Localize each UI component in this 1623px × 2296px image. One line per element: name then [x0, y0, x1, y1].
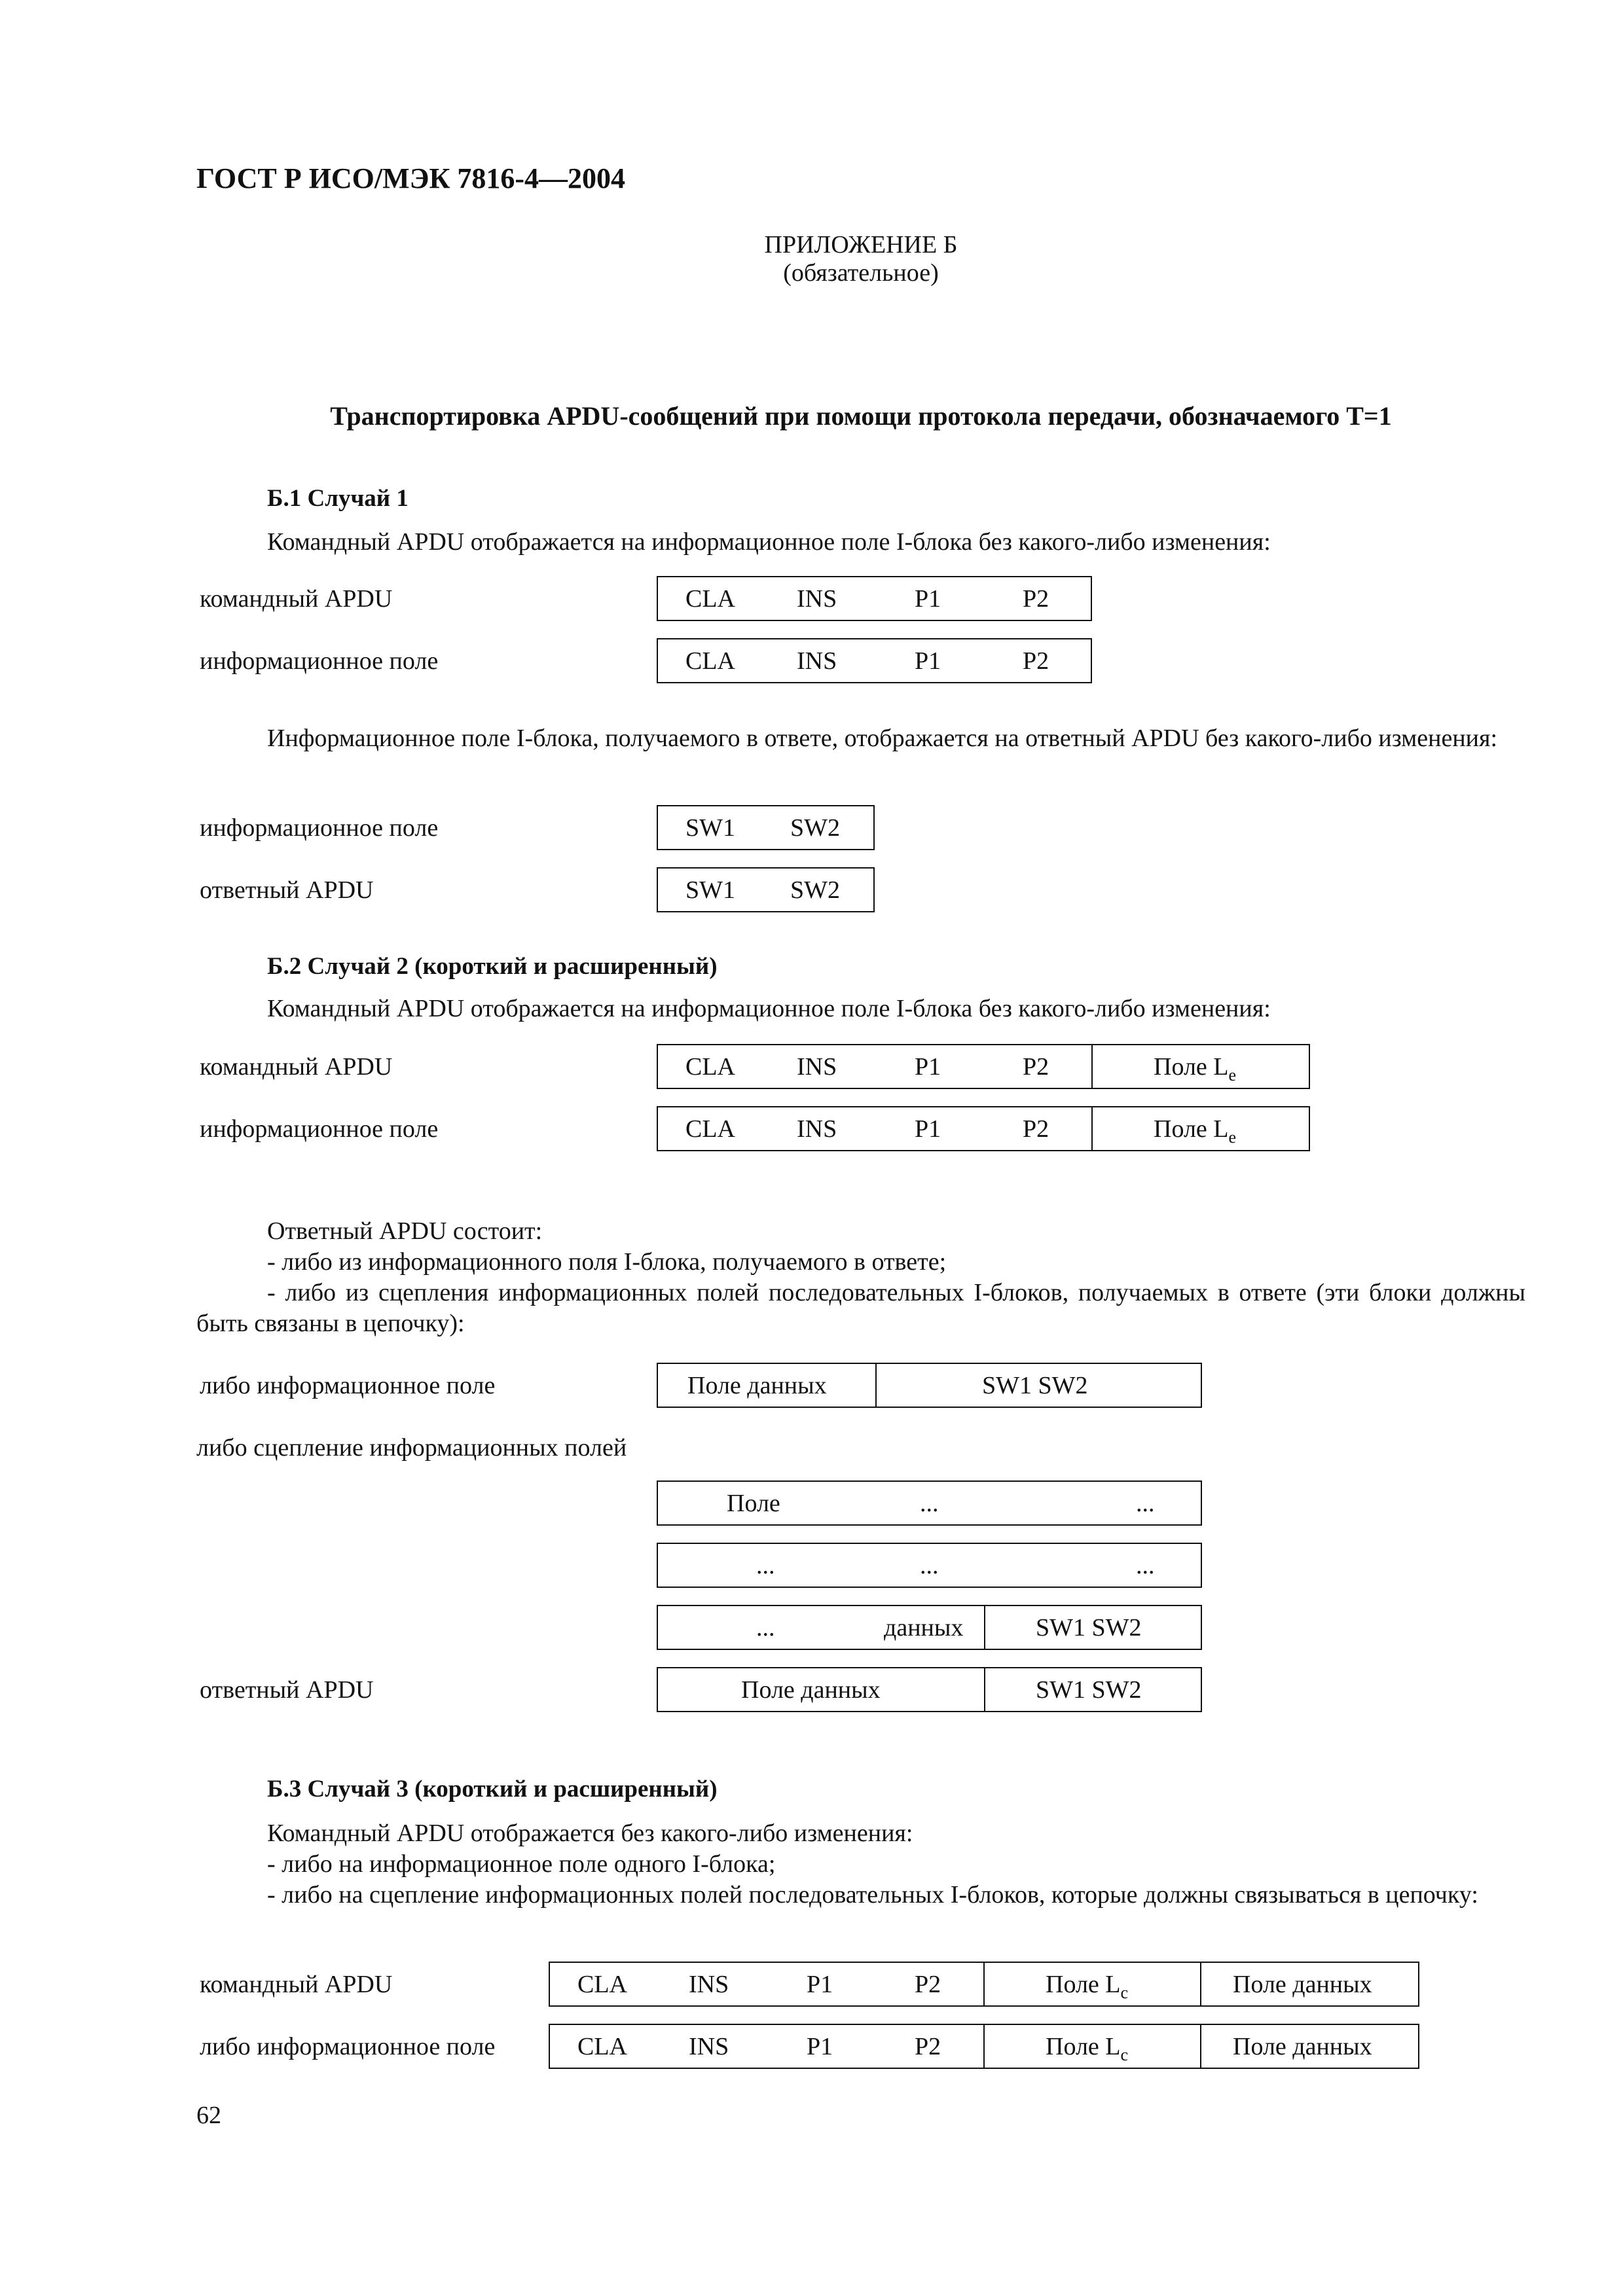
- cell-ins: INS: [797, 647, 837, 675]
- cell-divider: [1200, 2025, 1201, 2068]
- cell-sw12: SW1 SW2: [982, 1372, 1088, 1399]
- cell-p1: P1: [915, 1115, 941, 1143]
- b2-either-label: либо информационное поле: [200, 1372, 496, 1399]
- cell-chain-data: данных: [884, 1614, 964, 1641]
- section-b3-intro: Командный APDU отображается без какого-либо изменения:: [267, 1820, 913, 1847]
- cell-ellipsis: ...: [756, 1614, 775, 1641]
- cell-data-field: Поле данных: [687, 1372, 827, 1399]
- section-b2-intro: Командный APDU отображается на информационное поле I-блока без какого-либо изменения:: [267, 995, 1271, 1022]
- cell-ins: INS: [797, 1053, 837, 1081]
- cell-sw1: SW1: [685, 814, 735, 842]
- cell-divider: [1091, 1107, 1093, 1150]
- b2-command-box: [657, 1044, 1310, 1089]
- b1-sw-response-box: [657, 867, 875, 912]
- cell-p1: P1: [915, 1053, 941, 1081]
- cell-cla: CLA: [685, 647, 735, 675]
- section-b3-item-2: - либо на сцепление информационных полей последовательных I-блоков, которые должны связываться в цепочку:: [267, 1881, 1478, 1909]
- cell-ins: INS: [689, 2033, 729, 2060]
- document-header: ГОСТ Р ИСО/МЭК 7816-4—2004: [196, 162, 626, 194]
- cell-data-field: Поле данных: [741, 1676, 881, 1704]
- appendix-title: ПРИЛОЖЕНИЕ Б: [764, 231, 958, 259]
- section-b1-heading: Б.1 Случай 1: [267, 485, 409, 512]
- cell-divider: [1091, 1045, 1093, 1088]
- cell-ins: INS: [797, 585, 837, 613]
- b2-chain-label: либо сцепление информационных полей: [196, 1434, 627, 1462]
- cell-ellipsis: ...: [1136, 1490, 1155, 1517]
- b2-chain-box-1: [657, 1480, 1202, 1526]
- cell-chain-pole: Поле: [727, 1490, 780, 1517]
- cell-divider: [983, 1963, 985, 2005]
- cell-cla: CLA: [685, 585, 735, 613]
- cell-le-field: Поле $L_e$: [1154, 1115, 1237, 1147]
- b2-chain-box-2: [657, 1543, 1202, 1588]
- cell-lc-field: Поле $L_c$: [1046, 1971, 1129, 2002]
- cell-cla: CLA: [577, 1971, 627, 1998]
- b3-info-box: [549, 2024, 1419, 2069]
- appendix-note: (обязательное): [783, 259, 939, 287]
- b1-sw-info-box: [657, 805, 875, 850]
- b3-command-label: командный APDU: [200, 1971, 393, 1998]
- cell-divider: [875, 1364, 877, 1407]
- cell-ins: INS: [689, 1971, 729, 1998]
- cell-lc-field: Поле $L_c$: [1046, 2033, 1129, 2064]
- b2-command-label: командный APDU: [200, 1053, 393, 1081]
- cell-divider: [1200, 1963, 1201, 2005]
- cell-p2: P2: [915, 1971, 941, 1998]
- cell-sw2: SW2: [790, 814, 840, 842]
- b2-response-label: ответный APDU: [200, 1676, 374, 1704]
- b3-command-box: [549, 1962, 1419, 2007]
- section-b1-intro: Командный APDU отображается на информационное поле I-блока без какого-либо изменения:: [267, 528, 1271, 556]
- section-b3-item-1: - либо на информационное поле одного I-блока;: [267, 1850, 776, 1878]
- cell-ellipsis: ...: [1136, 1552, 1155, 1579]
- cell-p1: P1: [915, 585, 941, 613]
- cell-le-field: Поле $L_e$: [1154, 1053, 1237, 1085]
- cell-sw1: SW1: [685, 876, 735, 904]
- cell-cla: CLA: [577, 2033, 627, 2060]
- cell-p1: P1: [807, 1971, 833, 1998]
- cell-p2: P2: [1023, 1053, 1049, 1081]
- cell-p1: P1: [915, 647, 941, 675]
- section-b2-heading: Б.2 Случай 2 (короткий и расширенный): [267, 953, 718, 980]
- b1-response-label: ответный APDU: [200, 876, 374, 904]
- section-b3-heading: Б.3 Случай 3 (короткий и расширенный): [267, 1776, 718, 1803]
- b1-command-label: командный APDU: [200, 585, 393, 613]
- b2-chain-box-3: [657, 1605, 1202, 1650]
- cell-ellipsis: ...: [920, 1552, 939, 1579]
- cell-divider: [984, 1606, 985, 1649]
- b2-response-box: [657, 1667, 1202, 1712]
- b2-response-intro: Ответный APDU состоит:: [267, 1217, 543, 1245]
- b2-either-box: [657, 1363, 1202, 1408]
- cell-ellipsis: ...: [920, 1490, 939, 1517]
- b2-response-item-1: - либо из информационного поля I-блока, получаемого в ответе;: [267, 1248, 947, 1276]
- b1-info-box: [657, 638, 1092, 683]
- cell-p2: P2: [1023, 585, 1049, 613]
- cell-sw2: SW2: [790, 876, 840, 904]
- b3-info-label: либо информационное поле: [200, 2033, 496, 2060]
- b1-info-label-2: информационное поле: [200, 814, 439, 842]
- b2-info-box: [657, 1106, 1310, 1151]
- cell-data-field: Поле данных: [1233, 1971, 1372, 1998]
- b1-info-label: информационное поле: [200, 647, 439, 675]
- b2-response-item-2: - либо из сцепления информационных полей последовательных I-блоков, получаемых в ответе (эти блоки должны быть связаны в цепочку):: [196, 1279, 1525, 1337]
- main-title: Транспортировка APDU-сообщений при помощи протокола передачи, обозначаемого T=1: [330, 401, 1392, 431]
- cell-ins: INS: [797, 1115, 837, 1143]
- cell-divider: [984, 1668, 985, 1711]
- cell-p2: P2: [1023, 647, 1049, 675]
- b1-command-box: [657, 576, 1092, 621]
- cell-cla: CLA: [685, 1115, 735, 1143]
- cell-divider: [983, 2025, 985, 2068]
- cell-sw12: SW1 SW2: [1036, 1676, 1142, 1704]
- cell-cla: CLA: [685, 1053, 735, 1081]
- cell-p2: P2: [915, 2033, 941, 2060]
- cell-data-field: Поле данных: [1233, 2033, 1372, 2060]
- cell-sw12: SW1 SW2: [1036, 1614, 1142, 1641]
- page-number: 62: [196, 2102, 221, 2129]
- cell-ellipsis: ...: [756, 1552, 775, 1579]
- section-b1-paragraph: Информационное поле I-блока, получаемого в ответе, отображается на ответный APDU без какого-либо изменения:: [267, 725, 1498, 752]
- b2-info-label: информационное поле: [200, 1115, 439, 1143]
- cell-p1: P1: [807, 2033, 833, 2060]
- cell-p2: P2: [1023, 1115, 1049, 1143]
